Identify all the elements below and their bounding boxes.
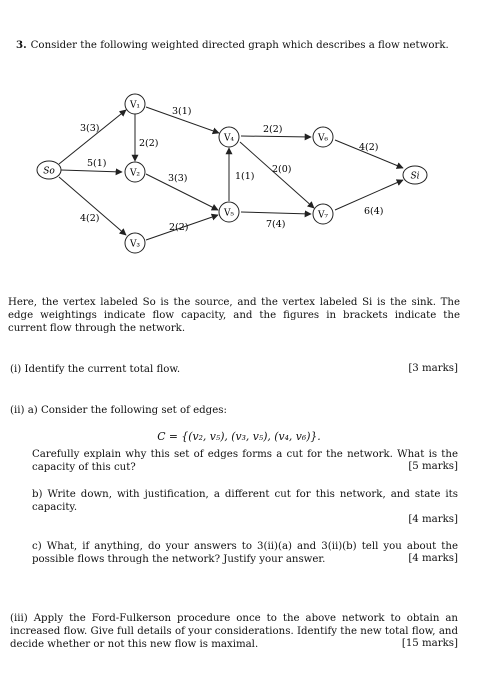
part-iii-text: (iii) Apply the Ford-Fulkerson procedure once to the above network to obtain an increased flow. Give full details of your considerations. Identify the new total flow, and decide whether or not this new flow is maximal. (10, 613, 458, 650)
description-paragraph: Here, the vertex labeled So is the source, and the vertex labeled Si is the sink. The edge weightings indicate flow capacity, and the figures in brackets indicate the current flow through the network. (8, 297, 460, 334)
edge-label-v1-v2: 2(2) (139, 138, 159, 149)
node-so-label: So (43, 166, 55, 177)
question-title (16, 39, 449, 52)
part-ii-c-text: c) What, if anything, do your answers to 3(ii)(a) and 3(ii)(b) tell you about the possible flows through the network? Justify your answer. (32, 541, 458, 565)
node-v3-label: V₃ (129, 239, 141, 250)
part-i-marks: [3 marks] (408, 363, 458, 374)
edge-label-v4-v6: 2(2) (263, 124, 283, 135)
cut-set-formula: C = {(v₂, v₅), (v₃, v₅), (v₄, v₆)}. (157, 430, 321, 443)
edge-so-v3 (59, 177, 126, 235)
node-v5 (219, 202, 239, 222)
node-si (403, 166, 427, 184)
part-ii-a-marks: [5 marks] (408, 461, 458, 472)
part-ii-a-text: (ii) a) Consider the following set of edges: (10, 405, 227, 416)
edge-label-so-v3: 4(2) (80, 213, 100, 224)
node-si-label: Si (410, 171, 420, 182)
node-v2 (125, 162, 145, 182)
part-iii-marks: [15 marks] (401, 638, 458, 649)
node-v4 (219, 127, 239, 147)
edge-label-v3-v5: 2(2) (169, 222, 189, 233)
part-ii-a-follow: Carefully explain why this set of edges forms a cut for the network. What is the capacity of this cut? (32, 449, 458, 473)
node-v4-label: V₄ (223, 133, 235, 144)
edge-label-v5-v4: 1(1) (235, 171, 255, 182)
flow-network-graph (0, 80, 478, 260)
edge-so-v2 (61, 170, 122, 172)
node-v7-label: V₇ (317, 210, 329, 221)
question-intro: Consider the following weighted directed graph which describes a flow network. (30, 40, 449, 51)
question-number: 3. (16, 39, 27, 51)
node-v1 (125, 94, 145, 114)
edge-label-v6-si: 4(2) (359, 142, 379, 153)
part-ii-b-text: b) Write down, with justification, a different cut for this network, and state its capacity. (32, 489, 458, 513)
node-v6 (313, 127, 333, 147)
edge-label-v1-v4: 3(1) (172, 106, 192, 117)
node-v5-label: V₅ (223, 208, 235, 219)
part-i-text: (i) Identify the current total flow. (10, 364, 181, 375)
node-v6-label: V₆ (317, 133, 329, 144)
edge-so-v1 (59, 110, 126, 164)
node-v2-label: V₂ (129, 168, 141, 179)
edge-v5-v7 (241, 212, 311, 214)
edge-label-v5-v7: 7(4) (266, 219, 286, 230)
edge-label-so-v2: 5(1) (87, 158, 107, 169)
edge-label-v4-v7: 2(0) (272, 164, 292, 175)
edge-v4-v6 (241, 136, 311, 137)
node-v7 (313, 204, 333, 224)
node-so (37, 161, 61, 179)
node-v3 (125, 233, 145, 253)
node-v1-label: V₁ (129, 100, 141, 111)
part-ii-b-marks: [4 marks] (408, 514, 458, 525)
part-ii-c-marks: [4 marks] (408, 553, 458, 564)
edge-label-so-v1: 3(3) (80, 123, 100, 134)
edge-label-v7-si: 6(4) (364, 206, 384, 217)
edge-label-v2-v5: 3(3) (168, 173, 188, 184)
